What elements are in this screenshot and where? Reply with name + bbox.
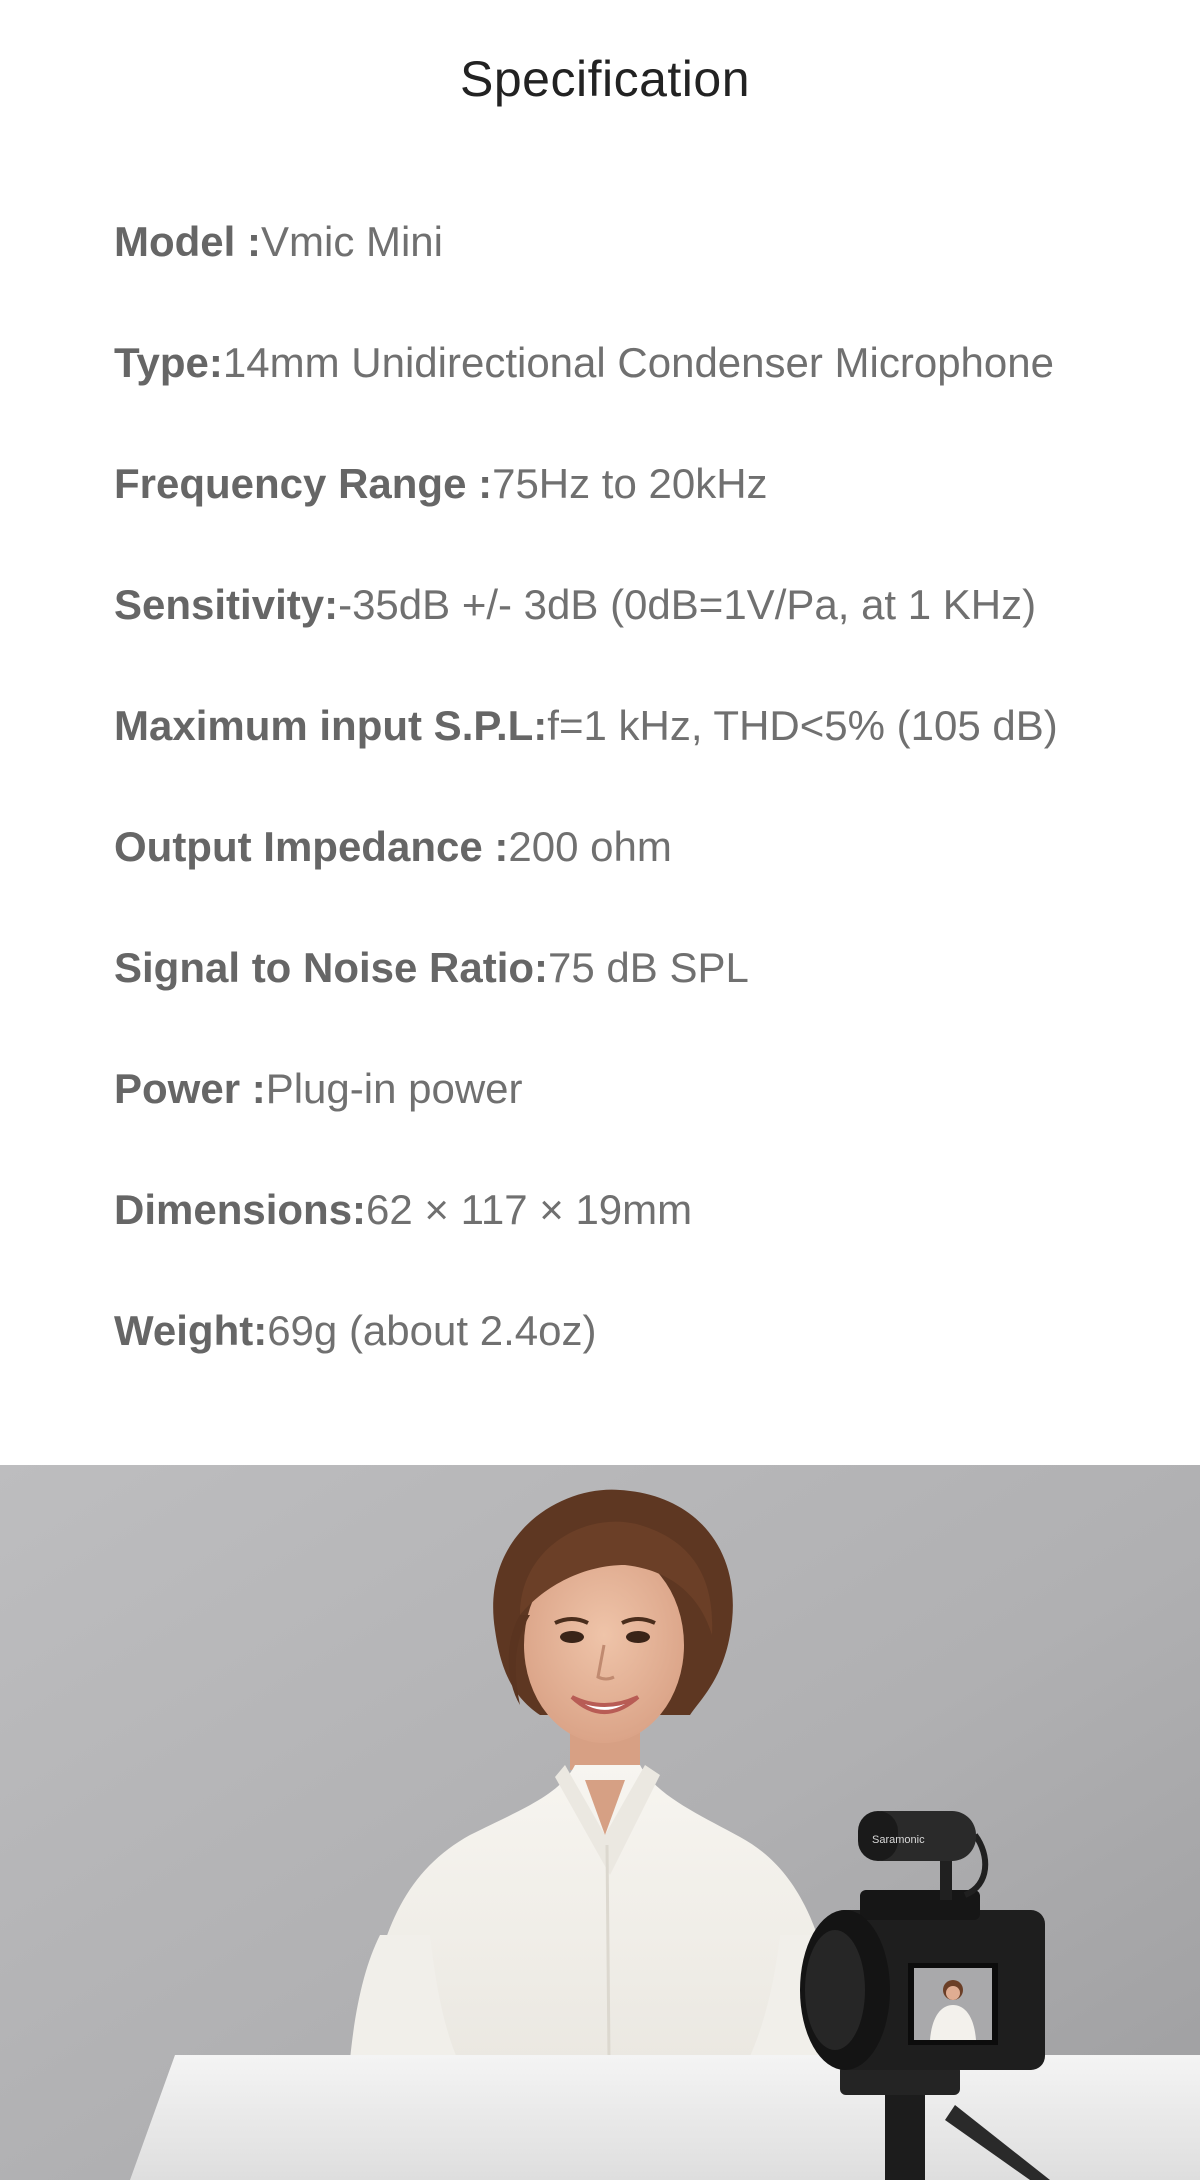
spec-label: Dimensions: xyxy=(114,1186,367,1233)
spec-value: 200 ohm xyxy=(508,823,672,870)
spec-value: 14mm Unidirectional Condenser Microphone xyxy=(222,339,1054,386)
spec-value: -35dB +/- 3dB (0dB=1V/Pa, at 1 KHz) xyxy=(338,581,1037,628)
section-title: Specification xyxy=(460,51,750,107)
spec-label: Maximum input S.P.L: xyxy=(114,702,548,749)
spec-label: Signal to Noise Ratio: xyxy=(114,944,549,991)
spec-label: Model : xyxy=(114,218,261,265)
hero-illustration xyxy=(0,1465,1200,2180)
spec-value: 69g (about 2.4oz) xyxy=(267,1307,597,1354)
spec-value: 62 × 117 × 19mm xyxy=(366,1186,693,1233)
spec-value: Plug-in power xyxy=(265,1065,523,1112)
spec-row-output-impedance xyxy=(114,817,672,877)
spec-row-weight xyxy=(114,1301,596,1361)
spec-row-frequency-range xyxy=(114,454,768,514)
spec-label: Power : xyxy=(114,1065,266,1112)
spec-label: Weight: xyxy=(114,1307,268,1354)
mic-brand-text: Saramonic xyxy=(872,1834,925,1846)
spec-value: 75 dB SPL xyxy=(548,944,749,991)
spec-value: Vmic Mini xyxy=(260,218,443,265)
spec-row-dimensions xyxy=(114,1180,692,1240)
spec-row-max-input-spl xyxy=(114,696,1058,756)
spec-label: Frequency Range : xyxy=(114,460,493,507)
spec-row-power xyxy=(114,1059,523,1119)
table xyxy=(130,2055,1200,2180)
hero-photo xyxy=(0,1465,1200,2180)
spec-row-type xyxy=(114,333,1054,393)
spec-value: f=1 kHz, THD<5% (105 dB) xyxy=(547,702,1058,749)
spec-row-snr xyxy=(114,938,749,998)
spec-row-model xyxy=(114,212,443,272)
spec-label: Type: xyxy=(114,339,223,386)
spec-label: Output Impedance : xyxy=(114,823,509,870)
spec-row-sensitivity xyxy=(114,575,1036,635)
spec-value: 75Hz to 20kHz xyxy=(492,460,768,507)
spec-label: Sensitivity: xyxy=(114,581,339,628)
